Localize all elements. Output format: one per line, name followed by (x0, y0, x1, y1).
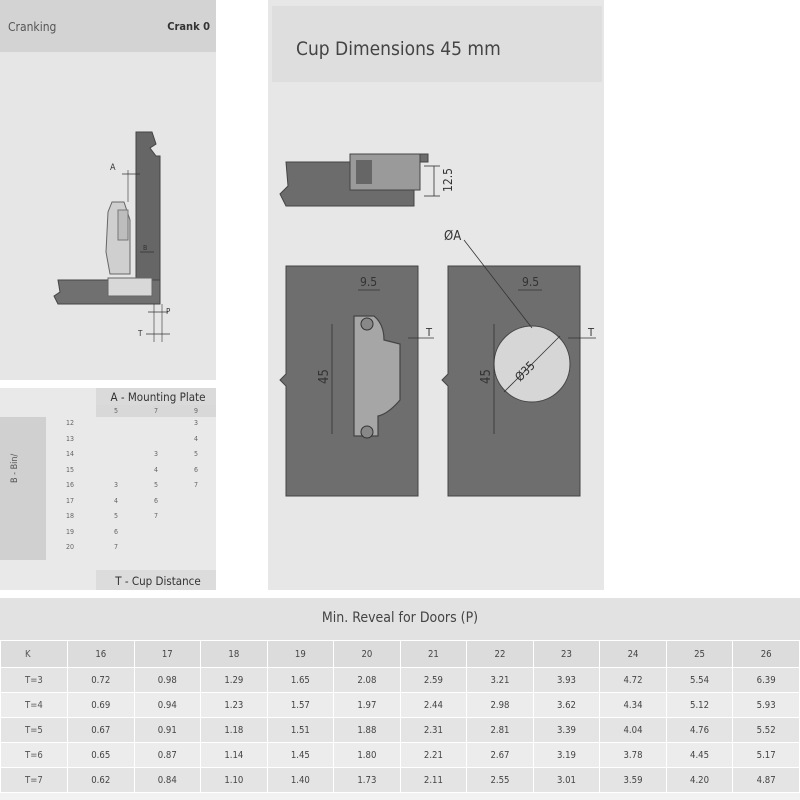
reveal-column-header: 23 (533, 641, 600, 668)
reveal-cell: 3.59 (600, 768, 667, 793)
reveal-cell: 0.65 (68, 743, 135, 768)
reveal-cell: 3.19 (533, 743, 600, 768)
reveal-cell: 2.55 (467, 768, 534, 793)
reveal-column-header: 24 (600, 641, 667, 668)
mounting-cell: 5 (193, 450, 198, 458)
reveal-row-key: T=5 (1, 718, 68, 743)
mounting-col-5: 5 (113, 407, 118, 415)
reveal-cell: 0.94 (134, 693, 201, 718)
mounting-col-9: 9 (193, 407, 198, 415)
reveal-cell: 2.31 (400, 718, 467, 743)
mounting-row-key: 12 (66, 419, 75, 427)
cup-dimensions-header (272, 6, 602, 82)
cup-spacing-dim: 45 (479, 369, 494, 384)
reveal-cell: 4.45 (666, 743, 733, 768)
cup-offset-dim: 9.5 (522, 275, 540, 289)
plate-offset-dim: 9.5 (360, 275, 378, 289)
reveal-cell: 3.78 (600, 743, 667, 768)
reveal-column-header: 19 (267, 641, 334, 668)
reveal-cell: 3.01 (533, 768, 600, 793)
mounting-row (46, 510, 216, 523)
reveal-header-row (1, 641, 800, 668)
mounting-row-axis-bg (0, 417, 46, 560)
reveal-cell: 6.39 (733, 668, 800, 693)
crank-label-t: T (138, 329, 143, 338)
reveal-title: Min. Reveal for Doors (P) (321, 610, 479, 626)
reveal-cell: 3.39 (533, 718, 600, 743)
reveal-column-header: 21 (400, 641, 467, 668)
mounting-row-key: 13 (66, 434, 75, 443)
mounting-cell: 7 (113, 543, 118, 551)
reveal-column-header: 26 (733, 641, 800, 668)
reveal-cell: 1.80 (334, 743, 401, 768)
reveal-row-key: T=4 (1, 693, 68, 718)
diameter-label: ØA (444, 229, 462, 244)
mounting-row-key: 17 (66, 496, 75, 505)
cup-height-dim: 12.5 (441, 167, 455, 192)
reveal-cell: 4.04 (600, 718, 667, 743)
reveal-cell: 4.20 (666, 768, 733, 793)
reveal-cell: 1.73 (334, 768, 401, 793)
reveal-header-key: K (1, 641, 68, 668)
reveal-cell: 4.76 (666, 718, 733, 743)
crank-label-a: A (110, 163, 116, 173)
mounting-cell: 6 (153, 496, 158, 505)
reveal-column-header: 18 (201, 641, 268, 668)
mounting-cell: 3 (193, 419, 198, 427)
cup-diagram (268, 84, 604, 584)
cranking-panel (0, 0, 216, 380)
reveal-cell: 2.08 (334, 668, 401, 693)
reveal-cell: 2.81 (467, 718, 534, 743)
mounting-cell: 7 (153, 512, 158, 520)
reveal-cell: 3.62 (533, 693, 600, 718)
reveal-cell: 4.34 (600, 693, 667, 718)
cranking-header (0, 0, 216, 52)
mounting-row (46, 495, 216, 508)
mounting-row-key: 19 (66, 527, 75, 536)
reveal-cell: 0.84 (134, 768, 201, 793)
reveal-row (1, 693, 800, 718)
reveal-cell: 2.67 (467, 743, 534, 768)
reveal-cell: 1.45 (267, 743, 334, 768)
cup-t-label: T (588, 326, 595, 339)
mounting-plate-header: A - Mounting Plate (110, 390, 206, 404)
mounting-cell: 6 (193, 465, 198, 474)
mounting-row-key: 16 (66, 481, 75, 489)
reveal-cell: 2.21 (400, 743, 467, 768)
cup-dimensions-title: Cup Dimensions 45 mm (296, 38, 501, 60)
reveal-column-header: 17 (134, 641, 201, 668)
plate-spacing-dim: 45 (317, 369, 332, 384)
cranking-label: Cranking (8, 20, 57, 34)
reveal-cell: 1.57 (267, 693, 334, 718)
mounting-row (46, 417, 216, 430)
reveal-cell: 1.10 (201, 768, 268, 793)
mounting-row-key: 18 (66, 512, 75, 520)
mounting-cell: 4 (113, 496, 118, 505)
reveal-row (1, 768, 800, 793)
reveal-table (0, 640, 800, 793)
mounting-row (46, 526, 216, 539)
reveal-cell: 1.97 (334, 693, 401, 718)
reveal-cell: 0.62 (68, 768, 135, 793)
reveal-cell: 1.40 (267, 768, 334, 793)
reveal-cell: 5.12 (666, 693, 733, 718)
mounting-row (46, 433, 216, 446)
mounting-cell: 5 (113, 512, 118, 520)
reveal-column-header: 16 (68, 641, 135, 668)
reveal-cell: 2.59 (400, 668, 467, 693)
mounting-cell: 3 (113, 481, 118, 489)
reveal-cell: 0.67 (68, 718, 135, 743)
reveal-cell: 0.87 (134, 743, 201, 768)
mounting-row-key: 14 (66, 450, 75, 458)
mounting-plate-columns (96, 405, 216, 417)
crank-diagram (0, 52, 216, 352)
reveal-cell: 3.93 (533, 668, 600, 693)
mounting-cell: 6 (113, 527, 118, 536)
reveal-cell: 1.65 (267, 668, 334, 693)
reveal-cell: 1.23 (201, 693, 268, 718)
crank-label-b: B (143, 244, 148, 252)
mounting-row (46, 479, 216, 492)
reveal-cell: 3.21 (467, 668, 534, 693)
mounting-row-key: 15 (66, 465, 75, 474)
crank-label-p: P (166, 307, 171, 316)
reveal-column-header: 25 (666, 641, 733, 668)
mounting-row (46, 541, 216, 554)
reveal-cell: 0.98 (134, 668, 201, 693)
mounting-cell: 7 (193, 481, 198, 489)
reveal-table-panel (0, 598, 800, 800)
reveal-row (1, 718, 800, 743)
reveal-cell: 4.72 (600, 668, 667, 693)
reveal-cell: 1.29 (201, 668, 268, 693)
mounting-row (46, 464, 216, 477)
reveal-cell: 2.98 (467, 693, 534, 718)
mounting-cell: 4 (193, 434, 198, 443)
reveal-cell: 0.72 (68, 668, 135, 693)
mounting-cell: 5 (153, 481, 158, 489)
reveal-cell: 5.54 (666, 668, 733, 693)
reveal-row-key: T=7 (1, 768, 68, 793)
reveal-cell: 0.91 (134, 718, 201, 743)
plate-t-label: T (426, 326, 433, 339)
reveal-row (1, 668, 800, 693)
reveal-cell: 2.11 (400, 768, 467, 793)
reveal-cell: 4.87 (733, 768, 800, 793)
reveal-cell: 0.69 (68, 693, 135, 718)
reveal-cell: 1.18 (201, 718, 268, 743)
cup-dimensions-panel (268, 0, 604, 590)
mounting-plate-table (0, 388, 216, 590)
mounting-row-axis-label: B - Bin/ (10, 453, 20, 483)
reveal-cell: 5.93 (733, 693, 800, 718)
reveal-cell: 1.88 (334, 718, 401, 743)
mounting-row (46, 448, 216, 461)
reveal-column-header: 20 (334, 641, 401, 668)
reveal-row (1, 743, 800, 768)
mounting-cell: 3 (153, 450, 158, 458)
reveal-body (1, 668, 800, 793)
reveal-cell: 2.44 (400, 693, 467, 718)
reveal-cell: 5.17 (733, 743, 800, 768)
reveal-row-key: T=3 (1, 668, 68, 693)
mounting-cell: 4 (153, 465, 158, 474)
reveal-cell: 5.52 (733, 718, 800, 743)
reveal-cell: 1.14 (201, 743, 268, 768)
reveal-row-key: T=6 (1, 743, 68, 768)
cranking-value: Crank 0 (167, 20, 210, 33)
reveal-cell: 1.51 (267, 718, 334, 743)
mounting-col-7: 7 (153, 407, 158, 415)
mounting-row-key: 20 (66, 543, 75, 551)
cup-distance-footer: T - Cup Distance (115, 574, 201, 588)
reveal-column-header: 22 (467, 641, 534, 668)
cup-diameter-dim: Ø35 (512, 358, 538, 385)
